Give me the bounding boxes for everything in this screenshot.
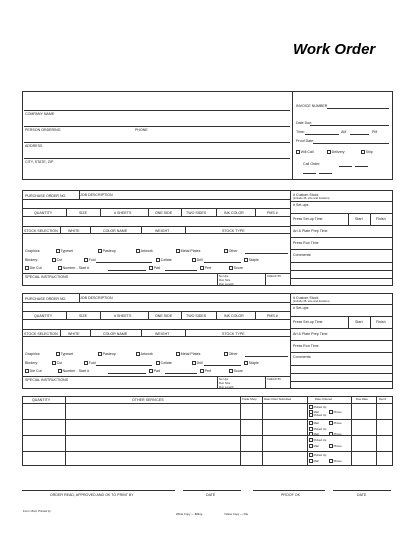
stock-header-selection: STOCK SELECTION [24,332,58,336]
score-option[interactable]: Score [229,266,243,270]
phone-checkbox[interactable] [329,444,333,448]
graphics-other[interactable]: Other [224,352,238,356]
call-order-label: Call Order: [303,162,321,166]
other-field[interactable] [245,356,288,357]
company-name-field[interactable] [24,110,290,111]
no-ups-label: No Ups [219,377,229,381]
picked-up-checkbox[interactable] [309,427,313,431]
score-checkbox[interactable] [229,369,233,373]
customer-info-section [22,91,393,180]
mail-checkbox[interactable] [309,432,313,436]
perf-option[interactable]: Perf [200,369,211,373]
run-length-label: Run Length [219,282,234,286]
qty-header-sheets: # SHEETS [114,314,132,318]
phone-checkbox[interactable] [329,410,333,414]
phone-label: PHONE [135,128,148,132]
die-cut-checkbox[interactable] [25,369,29,373]
time-field[interactable] [305,134,339,135]
date-due-field[interactable] [310,125,389,126]
delivery-checkbox[interactable] [327,150,331,154]
perf-checkbox[interactable] [200,369,204,373]
phone-option[interactable]: Phone [329,421,342,425]
graphics-pasteup[interactable]: Pasteup [98,352,116,356]
number-start-checkbox[interactable] [58,369,62,373]
comments-label: Comments: [293,253,312,257]
form-number-label: Form 1614, Printed by: [23,509,52,513]
will-call-option[interactable]: Will Call [296,150,314,154]
custom-stock-label: # Custom Stock [293,296,319,300]
qty-header-quantity: QUANTITY [34,314,53,318]
bindery-cut[interactable]: Cut [52,361,62,365]
job-description-label: JOB DESCRIPTION [80,296,113,300]
number-start-field[interactable] [108,270,146,271]
artwork-checkbox[interactable] [136,249,140,253]
art-plate-label: Art & Plate Prep Time [293,332,328,336]
stock-header-white: WHITE [68,332,80,336]
special-instructions-label: SPECIAL INSTRUCTIONS [25,378,68,382]
date-label-2: DATE [357,493,367,497]
graphics-other[interactable]: Other [224,249,238,253]
job-section-2 [22,293,393,389]
press-setup-time-label: Press Set-up Time [293,217,323,221]
phone-checkbox[interactable] [329,459,333,463]
picked-up-checkbox[interactable] [309,405,313,409]
stock-header-white: WHITE [68,229,80,233]
picked-up-option[interactable]: Picked Up [309,453,326,457]
phone-checkbox[interactable] [329,421,333,425]
mail-checkbox[interactable] [309,459,313,463]
picked-up-checkbox[interactable] [309,413,313,417]
qty-header-two-sides: TWO SIDES [186,211,207,215]
graphics-metal-plates[interactable]: Metal Plates [176,249,200,253]
check-by-label: CHECK BY [267,377,282,381]
press-setup-time-label: Press Set-up Time [293,320,323,324]
custom-stock-label: # Custom Stock [293,193,319,197]
invoice-number-label: INVOICE NUMBER [296,104,328,108]
invoice-number-field[interactable] [327,108,389,109]
bindery-collate[interactable]: Collate [156,258,172,262]
city-state-zip-label: CITY, STATE, ZIP [25,160,54,164]
pasteup-checkbox[interactable] [98,352,102,356]
setups-label: # Set-ups [293,306,309,310]
bindery-cut[interactable]: Cut [52,258,62,262]
services-header-date-ordered: Date Ordered [315,397,332,401]
services-header-trade-shop: Trade Shop [242,397,257,401]
bindery-fold[interactable]: Fold [84,258,96,262]
comments-label: Comments: [293,355,312,359]
will-call-checkbox[interactable] [296,150,300,154]
die-cut-option[interactable]: Die Cut [25,266,42,270]
perf-option[interactable]: Perf [200,266,211,270]
am-label: AM [341,130,347,134]
die-cut-checkbox[interactable] [25,266,29,270]
yellow-copy-label: Yellow Copy — File [224,512,249,516]
qty-header-one-side: ONE SIDE [155,211,173,215]
mail-checkbox[interactable] [309,421,313,425]
fold-checkbox[interactable] [84,361,88,365]
graphics-label: Graphics: [25,249,41,253]
qty-header-two-sides: TWO SIDES [186,314,207,318]
special-instructions-label: SPECIAL INSTRUCTIONS [25,275,68,279]
other-field[interactable] [245,253,288,254]
mail-option[interactable]: Mail [309,444,319,448]
custom-stock-note: (include PL size and location) [293,196,330,200]
picked-up-option[interactable]: Picked Up [309,413,326,417]
stock-header-selection: STOCK SELECTION [24,229,58,233]
die-cut-option[interactable]: Die Cut [25,369,42,373]
proof-date-field[interactable] [313,143,389,144]
pad-checkbox[interactable] [149,369,153,373]
qty-header-sheets: # SHEETS [114,211,132,215]
stock-header-weight: WEIGHT [155,229,170,233]
form-title: Work Order [293,41,376,58]
picked-up-option[interactable]: Picked Up [309,405,326,409]
date-due-label: Date Due: [296,121,313,125]
pasteup-checkbox[interactable] [98,249,102,253]
mail-option[interactable]: Mail [309,459,319,463]
phone-option[interactable]: Phone [329,444,342,448]
start-label: Start [355,217,363,221]
date-label-1: DATE [206,493,216,497]
metal-plates-checkbox[interactable] [176,352,180,356]
phone-checkbox[interactable] [329,432,333,436]
purchase-order-label: PURCHASE ORDER NO. [25,194,67,198]
number-start-field[interactable] [108,373,146,374]
drill-checkbox[interactable] [192,258,196,262]
metal-plates-checkbox[interactable] [176,249,180,253]
number-start-option[interactable]: Number - Start # [58,266,89,270]
proof-ok-line[interactable] [253,490,325,491]
fold-checkbox[interactable] [84,258,88,262]
bindery-label: Bindery: [25,361,39,365]
purchase-order-label: PURCHASE ORDER NO. [25,297,67,301]
perf-checkbox[interactable] [200,266,204,270]
run-length-label: Run Length [219,385,234,389]
picked-up-checkbox[interactable] [309,453,313,457]
other-checkbox[interactable] [224,249,228,253]
typeset-checkbox[interactable] [56,352,60,356]
picked-up-option[interactable]: Picked Up [309,438,326,442]
no-ups-label: No Ups [219,274,229,278]
time-pm-field[interactable] [350,134,369,135]
bindery-drill[interactable]: Drill [192,258,203,262]
staple-checkbox[interactable] [244,258,248,262]
graphics-typeset[interactable]: Typeset [56,352,73,356]
bindery-collate[interactable]: Collate [156,361,172,365]
stock-header-color-name: COLOR NAME [103,332,128,336]
delivery-option[interactable]: Delivery [327,150,345,154]
check-by-label: CHECK BY [267,274,282,278]
other-services-table [22,396,393,466]
graphics-pasteup[interactable]: Pasteup [98,249,116,253]
qty-header-quantity: QUANTITY [34,211,53,215]
approval-signature-line[interactable] [22,490,175,491]
stock-header-type: STOCK TYPE [222,229,245,233]
proof-ok-label: PROOF OK [281,493,300,497]
call-order-field-2[interactable] [355,166,368,167]
custom-stock-note: (include PL size and location) [293,299,330,303]
qty-header-one-side: ONE SIDE [155,314,173,318]
qty-header-size: SIZE [79,211,87,215]
stock-header-color-name: COLOR NAME [103,229,128,233]
cut-checkbox[interactable] [52,361,56,365]
art-plate-label: Art & Plate Prep Time [293,229,328,233]
press-run-time-label: Press Run Time [293,241,319,245]
proof-date-line[interactable] [333,490,391,491]
services-header-other: OTHER SERVICES [132,398,164,402]
stock-header-type: STOCK TYPE [222,332,245,336]
typeset-checkbox[interactable] [56,249,60,253]
run-size-label: Run Size [219,381,231,385]
services-header-quantity: QUANTITY [32,398,51,402]
graphics-label: Graphics: [25,352,41,356]
phone-option[interactable]: Phone [329,459,342,463]
other-checkbox[interactable] [224,352,228,356]
job-description-label: JOB DESCRIPTION [80,193,113,197]
approval-date-line[interactable] [183,490,241,491]
graphics-metal-plates[interactable]: Metal Plates [176,352,200,356]
company-name-label: COMPANY NAME [25,112,55,116]
press-run-time-label: Press Run Time [293,344,319,348]
call-order-field-1[interactable] [339,166,352,167]
ship-option[interactable]: Ship [361,150,373,154]
bindery-drill[interactable]: Drill [192,361,203,365]
pad-field[interactable] [165,373,197,374]
finish-label: Finish [376,217,386,221]
score-option[interactable]: Score [229,369,243,373]
bindery-staple[interactable]: Staple [244,258,259,262]
picked-up-checkbox[interactable] [309,438,313,442]
qty-header-ink-color: INK COLOR [224,314,244,318]
order-read-label: ORDER READ, APPROVED AND OK TO PRINT BY [50,493,134,497]
job-section-1 [22,190,393,286]
qty-header-pms: PMS # [267,211,278,215]
collate-checkbox[interactable] [156,258,160,262]
mail-option[interactable]: Mail [309,421,319,425]
time-label: Time: [296,130,305,134]
call-order-field-3[interactable] [303,173,316,174]
phone-option[interactable]: Phone [329,432,342,436]
score-checkbox[interactable] [229,266,233,270]
picked-up-option[interactable]: Picked Up [309,427,326,431]
address-label: ADDRESS [25,144,43,148]
graphics-typeset[interactable]: Typeset [56,249,73,253]
services-header-date-submitted: Date Order Submitted [264,397,292,401]
pad-option[interactable]: Pad [149,266,160,270]
stock-header-weight: WEIGHT [155,332,170,336]
staple-checkbox[interactable] [244,361,248,365]
pad-field[interactable] [165,270,197,271]
pad-checkbox[interactable] [149,266,153,270]
cut-checkbox[interactable] [52,258,56,262]
call-order-field-4[interactable] [319,173,332,174]
qty-header-ink-color: INK COLOR [224,211,244,215]
pad-option[interactable]: Pad [149,369,160,373]
bindery-fold[interactable]: Fold [84,361,96,365]
start-label: Start [355,320,363,324]
number-start-option[interactable]: Number - Start # [58,369,89,373]
qty-header-pms: PMS # [267,314,278,318]
finish-label: Finish [376,320,386,324]
ship-checkbox[interactable] [361,150,365,154]
phone-option[interactable]: Phone [329,410,342,414]
white-copy-label: White Copy — Billing [176,512,203,516]
setups-label: # Set-ups [293,203,309,207]
collate-checkbox[interactable] [156,361,160,365]
mail-option[interactable]: Mail [309,432,319,436]
mail-checkbox[interactable] [309,444,313,448]
proof-date-label: Proof Date: [296,139,315,143]
graphics-artwork[interactable]: Artwork [136,352,153,356]
services-header-due-date: Due Date [356,397,368,401]
artwork-checkbox[interactable] [136,352,140,356]
person-ordering-label: PERSON ORDERING [25,128,61,132]
number-start-checkbox[interactable] [58,266,62,270]
drill-checkbox[interactable] [192,361,196,365]
pm-label: PM [372,130,378,134]
services-header-recd: Rec'd [379,397,387,401]
qty-header-size: SIZE [79,314,87,318]
bindery-staple[interactable]: Staple [244,361,259,365]
graphics-artwork[interactable]: Artwork [136,249,153,253]
bindery-label: Bindery: [25,258,39,262]
run-size-label: Run Size [219,278,231,282]
mail-option[interactable]: Mail [309,410,319,414]
